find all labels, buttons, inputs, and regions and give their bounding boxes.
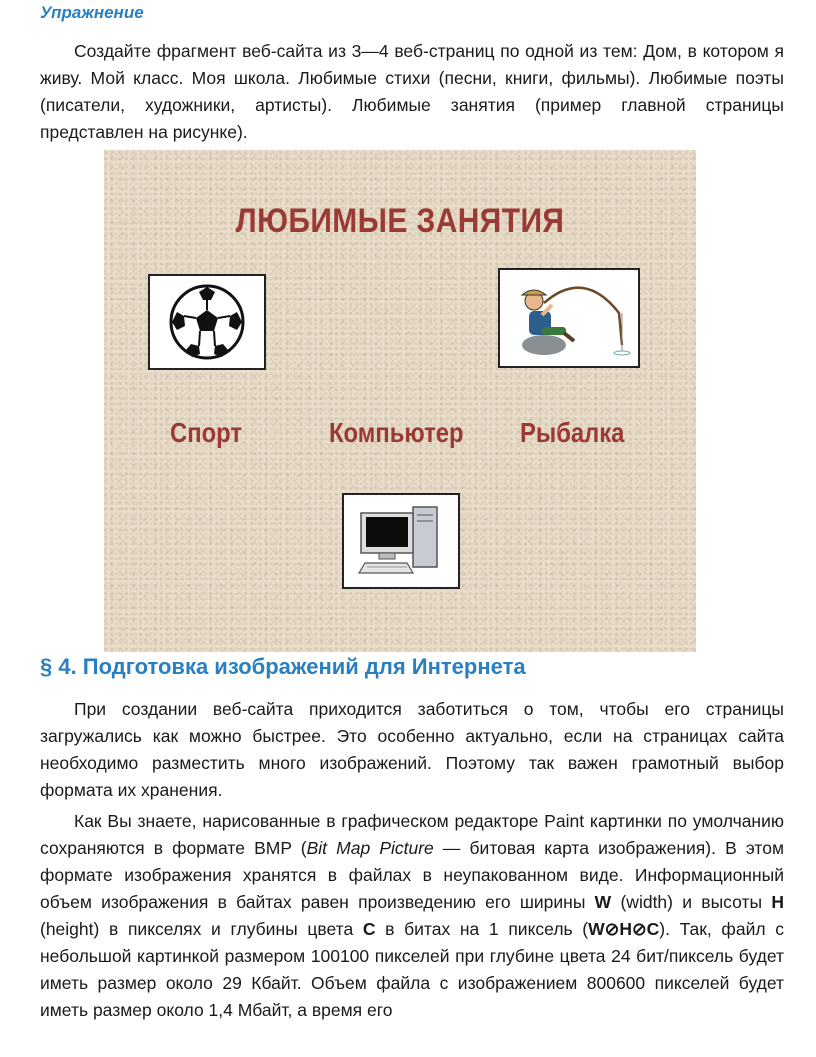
p2-text-b: — битовая карта изображения). В этом формате изображения хранятся в файлах в неупакованном виде. Информационный объем изображения в байтах равен произведению его ширины <box>40 838 784 912</box>
sport-image-frame <box>148 274 266 370</box>
computer-icon <box>351 501 451 581</box>
favorite-activities-figure <box>104 150 696 652</box>
p2-emphasis: Bit Map Picture <box>306 838 434 858</box>
p2-height-symbol: H <box>771 892 784 912</box>
soccer-ball-icon <box>167 282 247 362</box>
p2-color-symbol: C <box>362 919 376 939</box>
fisherman-icon <box>504 273 634 363</box>
p2-text-f: ). Так, файл с небольшой картинкой размером 100100 пикселей при глубине цвета 24 бит/пиксель будет иметь размер около 29 Кбайт. Объем файла с изображением 800600 пикселей будет иметь размер около 1,4 Мбайт, а время его <box>40 919 784 1020</box>
category-computer[interactable]: Компьютер <box>329 417 464 448</box>
category-fishing[interactable]: Рыбалка <box>520 417 625 448</box>
category-sport[interactable]: Спорт <box>170 417 242 448</box>
p2-formula: W⊘H⊘C <box>588 919 660 939</box>
exercise-text: Создайте фрагмент веб-сайта из 3—4 веб-страниц по одной из тем: Дом, в котором я живу. Мой класс. Моя школа. Любимые стихи (песни, книги, фильмы). Любимые поэты (писатели, художники, артисты). Любимые занятия (пример главной страницы представлен на рисунке). <box>40 41 784 142</box>
section-title: § 4. Подготовка изображений для Интернета <box>40 654 526 679</box>
paragraph-1-text: При создании веб-сайта приходится заботиться о том, чтобы его страницы загружались как можно быстрее. Это особенно актуально, если на страницах сайта необходимо разместить много изображений. Поэтому так важен грамотный выбор формата их хранения. <box>40 699 784 800</box>
fishing-image-frame <box>498 268 640 368</box>
section-paragraph-2 <box>40 808 784 1024</box>
p2-text-d: (height) в пикселях и глубины цвета <box>40 919 363 939</box>
exercise-heading: Упражнение <box>40 3 144 22</box>
p2-width-symbol: W <box>594 892 612 912</box>
section-paragraph-1 <box>40 696 784 804</box>
p2-text-a: Как Вы знаете, нарисованные в графическом редакторе Paint картинки по умолчанию сохраняются в формате BMP ( <box>40 811 784 858</box>
figure-title: ЛЮБИМЫЕ ЗАНЯТИЯ <box>235 202 565 240</box>
p2-text-c: (width) и высоты <box>611 892 772 912</box>
p2-text-e: в битах на 1 пиксель ( <box>375 919 589 939</box>
exercise-paragraph <box>40 38 784 146</box>
computer-image-frame <box>342 493 460 589</box>
